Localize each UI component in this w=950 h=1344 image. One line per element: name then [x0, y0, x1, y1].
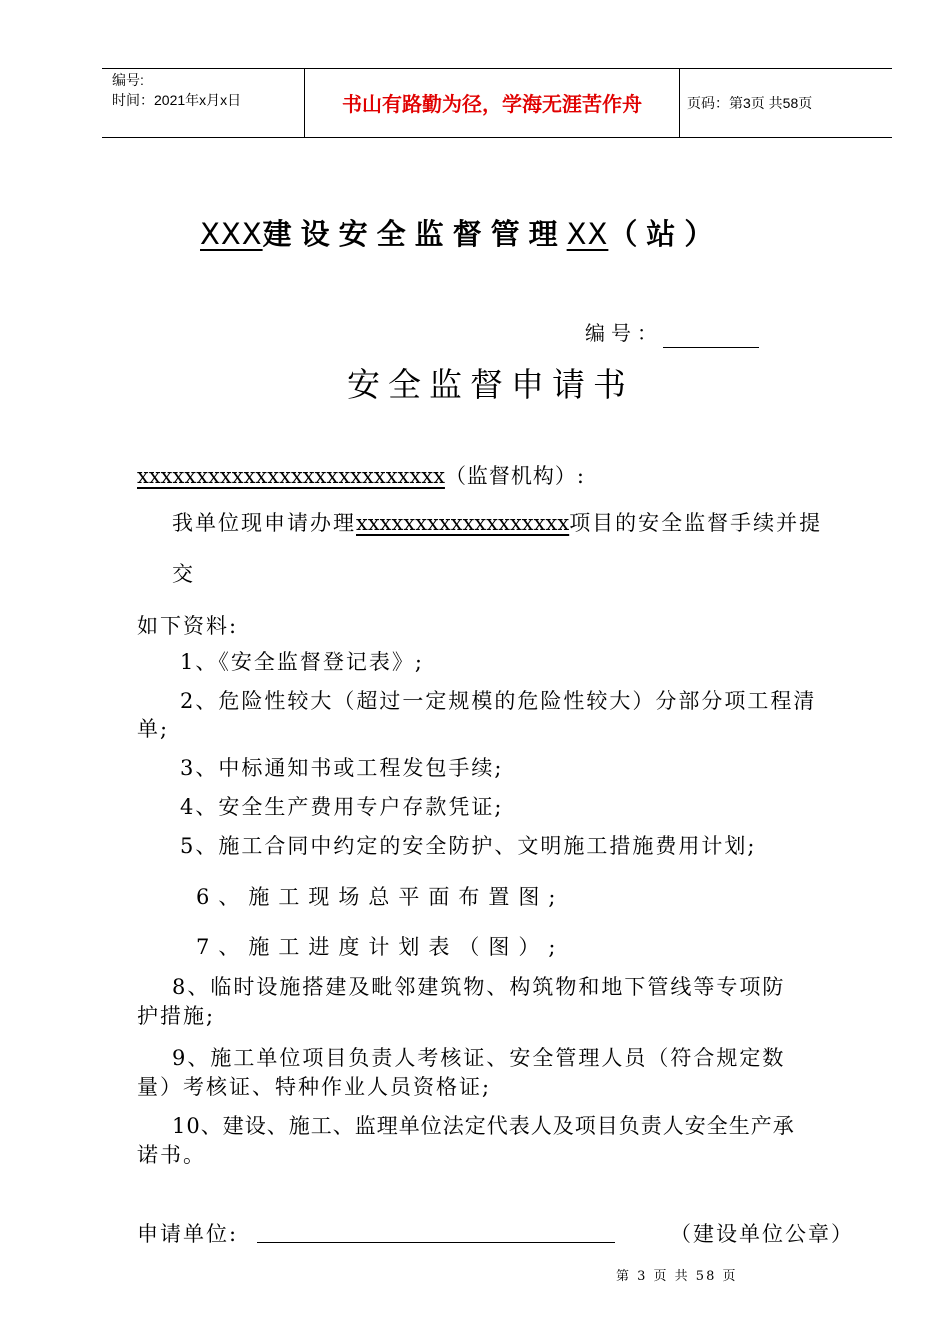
- page-info: 页码：第3页 共58页: [687, 95, 813, 111]
- list-item: 护措施;: [137, 1004, 216, 1028]
- list-item: 量）考核证、特种作业人员资格证;: [137, 1075, 492, 1099]
- list-item: 5、施工合同中约定的安全防护、文明施工措施费用计划;: [180, 834, 757, 858]
- list-item: 8、临时设施搭建及毗邻建筑物、构筑物和地下管线等专项防: [172, 975, 786, 999]
- list-item: 3、中标通知书或工程发包手续;: [180, 756, 504, 780]
- org-title-middle: 建设安全监督管理: [262, 217, 567, 251]
- doc-number-label: 编号：: [585, 321, 663, 345]
- addressee-blank: xxxxxxxxxxxxxxxxxxxxxxxxxx: [137, 464, 445, 488]
- intro-prefix: 我单位现申请办理: [172, 511, 356, 535]
- header-table: [102, 68, 892, 138]
- org-title: [200, 214, 722, 254]
- applicant-label: 申请单位:: [137, 1222, 239, 1246]
- org-title-prefix: XXX: [200, 217, 263, 251]
- intro-line: [172, 508, 822, 538]
- list-item: 10、建设、施工、监理单位法定代表人及项目负责人安全生产承: [172, 1114, 795, 1138]
- motto: 书山有路勤为径，学海无涯苦作舟: [342, 92, 642, 116]
- org-title-suffix: XX: [566, 217, 609, 251]
- list-item: 单;: [137, 717, 170, 741]
- addressee-suffix: （监督机构）:: [444, 464, 586, 488]
- materials-label: 如下资料:: [137, 614, 239, 638]
- header-left-cell: [102, 69, 304, 137]
- list-item: 2、危险性较大（超过一定规模的危险性较大）分部分项工程清: [180, 689, 817, 713]
- intro-continuation: 交: [172, 562, 195, 586]
- time-label: 时间：2021年x月x日: [112, 92, 242, 108]
- footer-page-number: 第 3 页 共 58 页: [616, 1269, 738, 1284]
- list-item: 1、《安全监督登记表》;: [180, 650, 424, 674]
- intro-suffix: 项目的安全监督手续并提: [569, 511, 823, 535]
- applicant-signature-line: [257, 1242, 615, 1243]
- seal-label: （建设单位公章）: [670, 1222, 854, 1246]
- org-title-end: （站）: [608, 217, 723, 251]
- header-center-cell: [304, 69, 680, 137]
- list-item: 4、安全生产费用专户存款凭证;: [180, 795, 504, 819]
- list-item: 9、施工单位项目负责人考核证、安全管理人员（符合规定数: [172, 1046, 786, 1070]
- list-item: 诺书。: [137, 1143, 206, 1167]
- list-item: 6、施工现场总平面布置图;: [196, 885, 565, 909]
- number-label: 编号:: [112, 72, 144, 88]
- list-item: 7、施工进度计划表（图）;: [196, 935, 565, 959]
- main-title: 安全监督申请书: [347, 365, 634, 404]
- header-right-cell: [679, 69, 892, 137]
- doc-number: [585, 318, 759, 348]
- doc-number-blank: [663, 325, 759, 348]
- intro-blank: xxxxxxxxxxxxxxxxxx: [356, 511, 570, 535]
- addressee-line: [137, 461, 585, 491]
